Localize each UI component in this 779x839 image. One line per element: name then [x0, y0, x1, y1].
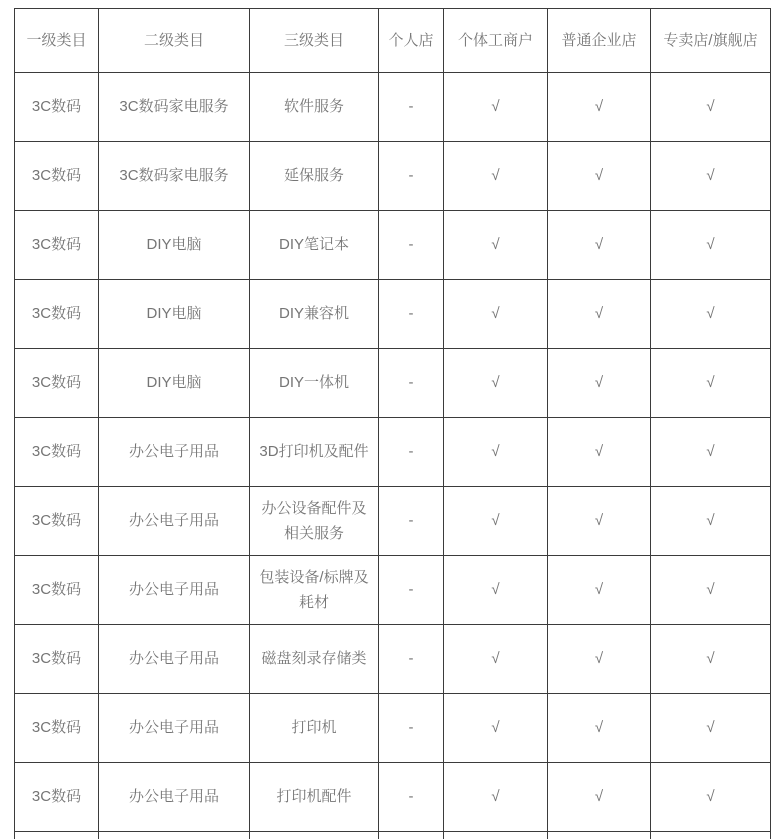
- cell-flagship-store: √: [651, 763, 771, 832]
- cell-flagship-store: √: [651, 556, 771, 625]
- table-row: [15, 487, 771, 556]
- cell-personal-store: [379, 832, 444, 839]
- table-body: [15, 73, 771, 839]
- cell-level1-category: 3C数码: [15, 418, 99, 487]
- cell-individual-business: [444, 832, 548, 839]
- column-header-personal-store: 个人店: [379, 9, 444, 73]
- cell-enterprise-store: √: [548, 625, 651, 694]
- cell-individual-business: √: [444, 694, 548, 763]
- cell-level2-category: 办公电子用品: [99, 556, 250, 625]
- cell-level1-category: 3C数码: [15, 349, 99, 418]
- cell-level2-category: DIY电脑: [99, 349, 250, 418]
- cell-level2-category: 3C数码家电服务: [99, 142, 250, 211]
- cell-personal-store: -: [379, 625, 444, 694]
- cell-flagship-store: √: [651, 418, 771, 487]
- cell-enterprise-store: √: [548, 487, 651, 556]
- cell-level1-category: 3C数码: [15, 556, 99, 625]
- table-header: [15, 9, 771, 73]
- cell-level1-category: 3C数码: [15, 142, 99, 211]
- cell-enterprise-store: √: [548, 418, 651, 487]
- column-header-level1-category: 一级类目: [15, 9, 99, 73]
- cell-level3-category: DIY笔记本: [250, 211, 379, 280]
- cell-level3-category: 包装设备/标牌及耗材: [250, 556, 379, 625]
- cell-level1-category: 3C数码: [15, 487, 99, 556]
- cell-level3-category: [250, 832, 379, 839]
- cell-personal-store: -: [379, 142, 444, 211]
- cell-level1-category: [15, 832, 99, 839]
- cell-individual-business: √: [444, 142, 548, 211]
- table-row-partial: [15, 832, 771, 839]
- cell-individual-business: √: [444, 487, 548, 556]
- cell-level1-category: 3C数码: [15, 763, 99, 832]
- cell-individual-business: √: [444, 211, 548, 280]
- cell-flagship-store: √: [651, 142, 771, 211]
- cell-flagship-store: [651, 832, 771, 839]
- cell-enterprise-store: √: [548, 349, 651, 418]
- cell-enterprise-store: √: [548, 211, 651, 280]
- table-row: [15, 142, 771, 211]
- cell-personal-store: -: [379, 349, 444, 418]
- column-header-flagship-store: 专卖店/旗舰店: [651, 9, 771, 73]
- table-header-row: [15, 9, 771, 73]
- cell-enterprise-store: √: [548, 142, 651, 211]
- table-row: [15, 280, 771, 349]
- cell-individual-business: √: [444, 349, 548, 418]
- table-row: [15, 349, 771, 418]
- cell-level2-category: 办公电子用品: [99, 763, 250, 832]
- cell-level1-category: 3C数码: [15, 73, 99, 142]
- column-header-level2-category: 二级类目: [99, 9, 250, 73]
- cell-personal-store: -: [379, 763, 444, 832]
- cell-flagship-store: √: [651, 349, 771, 418]
- cell-personal-store: -: [379, 487, 444, 556]
- cell-level2-category: 办公电子用品: [99, 694, 250, 763]
- cell-level2-category: 办公电子用品: [99, 625, 250, 694]
- cell-personal-store: -: [379, 694, 444, 763]
- cell-enterprise-store: √: [548, 73, 651, 142]
- table-row: [15, 625, 771, 694]
- cell-level3-category: 3D打印机及配件: [250, 418, 379, 487]
- column-header-level3-category: 三级类目: [250, 9, 379, 73]
- category-permission-table: [14, 8, 771, 839]
- cell-level3-category: 打印机配件: [250, 763, 379, 832]
- cell-level3-category: 打印机: [250, 694, 379, 763]
- table-row: [15, 763, 771, 832]
- cell-level1-category: 3C数码: [15, 625, 99, 694]
- cell-level2-category: DIY电脑: [99, 280, 250, 349]
- table-row: [15, 694, 771, 763]
- cell-flagship-store: √: [651, 73, 771, 142]
- cell-level3-category: 延保服务: [250, 142, 379, 211]
- table-row: [15, 418, 771, 487]
- cell-level3-category: 磁盘刻录存储类: [250, 625, 379, 694]
- cell-individual-business: √: [444, 73, 548, 142]
- cell-individual-business: √: [444, 763, 548, 832]
- cell-level1-category: 3C数码: [15, 280, 99, 349]
- cell-flagship-store: √: [651, 625, 771, 694]
- cell-enterprise-store: √: [548, 280, 651, 349]
- cell-level2-category: [99, 832, 250, 839]
- cell-level1-category: 3C数码: [15, 211, 99, 280]
- cell-personal-store: -: [379, 418, 444, 487]
- cell-flagship-store: √: [651, 211, 771, 280]
- cell-level2-category: 办公电子用品: [99, 487, 250, 556]
- cell-enterprise-store: √: [548, 556, 651, 625]
- cell-level3-category: 软件服务: [250, 73, 379, 142]
- cell-enterprise-store: √: [548, 763, 651, 832]
- cell-personal-store: -: [379, 73, 444, 142]
- cell-level2-category: DIY电脑: [99, 211, 250, 280]
- cell-level2-category: 3C数码家电服务: [99, 73, 250, 142]
- cell-individual-business: √: [444, 625, 548, 694]
- cell-individual-business: √: [444, 418, 548, 487]
- cell-flagship-store: √: [651, 694, 771, 763]
- cell-enterprise-store: [548, 832, 651, 839]
- cell-level3-category: 办公设备配件及相关服务: [250, 487, 379, 556]
- column-header-enterprise-store: 普通企业店: [548, 9, 651, 73]
- cell-individual-business: √: [444, 556, 548, 625]
- column-header-individual-business: 个体工商户: [444, 9, 548, 73]
- cell-level1-category: 3C数码: [15, 694, 99, 763]
- cell-personal-store: -: [379, 556, 444, 625]
- cell-personal-store: -: [379, 211, 444, 280]
- cell-individual-business: √: [444, 280, 548, 349]
- cell-level3-category: DIY兼容机: [250, 280, 379, 349]
- cell-level3-category: DIY一体机: [250, 349, 379, 418]
- table-row: [15, 556, 771, 625]
- cell-personal-store: -: [379, 280, 444, 349]
- table-row: [15, 211, 771, 280]
- cell-enterprise-store: √: [548, 694, 651, 763]
- cell-flagship-store: √: [651, 487, 771, 556]
- cell-flagship-store: √: [651, 280, 771, 349]
- cell-level2-category: 办公电子用品: [99, 418, 250, 487]
- table-row: [15, 73, 771, 142]
